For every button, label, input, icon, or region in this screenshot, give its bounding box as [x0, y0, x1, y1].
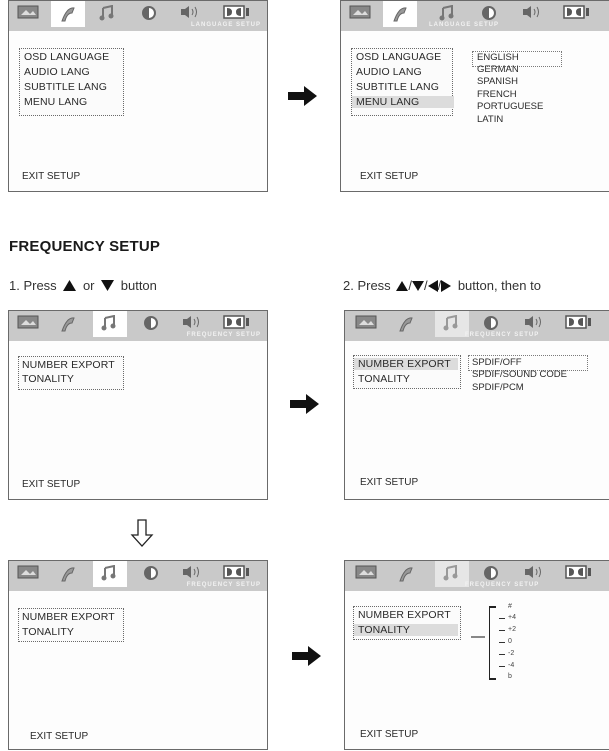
menu-item-osd-language[interactable]: OSD LANGUAGE: [356, 51, 442, 63]
music-icon[interactable]: [101, 315, 117, 331]
circle-icon[interactable]: [141, 5, 157, 21]
circle-icon[interactable]: [481, 5, 497, 21]
exit-setup[interactable]: EXIT SETUP: [30, 731, 89, 742]
dolby-icon[interactable]: [223, 315, 251, 329]
language-icon[interactable]: [59, 315, 77, 333]
circle-icon[interactable]: [143, 315, 159, 331]
up-triangle-icon: [63, 280, 76, 291]
menu-item-audio-lang[interactable]: AUDIO LANG: [356, 66, 422, 78]
exit-setup[interactable]: EXIT SETUP: [360, 729, 419, 740]
menu-item-tonality[interactable]: TONALITY: [354, 624, 458, 636]
music-icon[interactable]: [99, 5, 115, 21]
dolby-icon[interactable]: [223, 5, 251, 19]
menu-item-number-export[interactable]: NUMBER EXPORT: [354, 358, 458, 370]
right-triangle-icon: [441, 280, 451, 292]
exit-setup[interactable]: EXIT SETUP: [22, 171, 81, 182]
menu-title: FREQUENCY SETUP: [186, 332, 261, 338]
circle-icon[interactable]: [483, 315, 499, 331]
menu-title: LANGUAGE SETUP: [190, 22, 261, 28]
instruction-1: [9, 278, 157, 293]
music-icon[interactable]: [101, 565, 117, 581]
menu-item-number-export[interactable]: NUMBER EXPORT: [358, 609, 451, 621]
menu-item-osd-language[interactable]: OSD LANGUAGE: [24, 51, 110, 63]
instruction-text: or: [82, 278, 95, 293]
menu-tab-bar: [345, 561, 609, 591]
menu-tab-bar: [341, 1, 609, 31]
frequency-menu-screen-right: [344, 310, 609, 500]
menu-item-tonality[interactable]: TONALITY: [358, 373, 410, 385]
language-icon[interactable]: [59, 5, 77, 23]
exit-setup[interactable]: EXIT SETUP: [360, 171, 419, 182]
circle-icon[interactable]: [483, 565, 499, 581]
screen-icon[interactable]: [355, 565, 377, 579]
instruction-text: button: [120, 278, 157, 293]
scale-tick: [489, 678, 496, 680]
language-option[interactable]: GERMAN: [477, 64, 519, 75]
music-icon[interactable]: [439, 5, 455, 21]
tonality-selector-dash: [471, 636, 485, 638]
music-icon[interactable]: [443, 565, 459, 581]
instruction-separator: /: [437, 278, 442, 293]
scale-tick: [489, 606, 496, 608]
instruction-separator: /: [408, 278, 412, 293]
menu-title: LANGUAGE SETUP: [429, 22, 500, 28]
circle-icon[interactable]: [143, 565, 159, 581]
instruction-text: button, then to: [457, 278, 541, 293]
dolby-icon[interactable]: [565, 315, 593, 329]
instruction-2: [343, 278, 541, 293]
left-triangle-icon: [428, 280, 438, 292]
music-icon[interactable]: [443, 315, 459, 331]
spdif-option[interactable]: SPDIF/OFF: [472, 357, 522, 368]
down-triangle-icon: [101, 280, 114, 291]
dolby-icon[interactable]: [563, 5, 591, 19]
menu-tab-bar: [9, 311, 267, 341]
instruction-separator: /: [423, 278, 428, 293]
language-icon[interactable]: [397, 315, 415, 333]
down-triangle-icon: [412, 281, 424, 291]
spdif-option[interactable]: SPDIF/SOUND CODE: [472, 369, 568, 380]
dolby-icon[interactable]: [565, 565, 593, 579]
scale-bracket: [489, 606, 490, 678]
speaker-icon[interactable]: [181, 565, 201, 579]
scale-label[interactable]: b: [508, 673, 512, 680]
language-option[interactable]: PORTUGUESE: [477, 101, 544, 112]
language-icon[interactable]: [397, 565, 415, 583]
scale-tick: [499, 666, 505, 667]
language-option[interactable]: ENGLISH: [477, 52, 519, 63]
menu-tab-bar: [9, 561, 267, 591]
arrow-down-icon: [130, 519, 154, 547]
exit-setup[interactable]: EXIT SETUP: [360, 477, 419, 488]
scale-label[interactable]: 0: [508, 638, 512, 645]
language-option[interactable]: LATIN: [477, 114, 504, 125]
scale-tick: [499, 630, 505, 631]
language-icon[interactable]: [391, 5, 409, 23]
exit-setup[interactable]: EXIT SETUP: [22, 479, 81, 490]
scale-tick: [499, 618, 505, 619]
menu-item-tonality[interactable]: TONALITY: [22, 373, 74, 385]
language-option[interactable]: SPANISH: [477, 76, 519, 87]
dolby-icon[interactable]: [223, 565, 251, 579]
scale-label[interactable]: +2: [508, 626, 516, 633]
screen-icon[interactable]: [17, 315, 39, 329]
menu-item-tonality[interactable]: TONALITY: [22, 626, 74, 638]
menu-item-menu-lang[interactable]: MENU LANG: [24, 96, 88, 108]
scale-label[interactable]: -4: [508, 662, 515, 669]
menu-title: FREQUENCY SETUP: [465, 582, 540, 588]
speaker-icon[interactable]: [181, 315, 201, 329]
tonality-menu-screen-left: [8, 560, 268, 750]
menu-item-number-export[interactable]: NUMBER EXPORT: [22, 359, 115, 371]
arrow-right-icon: [292, 646, 322, 666]
menu-title: FREQUENCY SETUP: [465, 332, 540, 338]
screen-icon[interactable]: [349, 5, 371, 19]
language-menu-screen-right: [340, 0, 609, 192]
speaker-icon[interactable]: [523, 315, 543, 329]
arrow-right-icon: [290, 394, 320, 414]
scale-tick: [499, 654, 505, 655]
menu-item-audio-lang[interactable]: AUDIO LANG: [24, 66, 90, 78]
instruction-text: 2. Press: [343, 278, 391, 293]
tonality-menu-screen-right: [344, 560, 609, 750]
screen-icon[interactable]: [355, 315, 377, 329]
menu-item-subtitle-lang[interactable]: SUBTITLE LANG: [356, 81, 439, 93]
menu-item-subtitle-lang[interactable]: SUBTITLE LANG: [24, 81, 107, 93]
scale-label[interactable]: -2: [508, 650, 515, 657]
language-menu-screen-left: [8, 0, 268, 192]
tonality-scale: [489, 603, 529, 683]
section-heading: FREQUENCY SETUP: [9, 238, 161, 255]
speaker-icon[interactable]: [521, 5, 541, 19]
screen-icon[interactable]: [17, 5, 39, 19]
language-icon[interactable]: [59, 565, 77, 583]
language-option[interactable]: FRENCH: [477, 89, 517, 100]
instruction-text: 1. Press: [9, 278, 57, 293]
scale-tick: [499, 642, 505, 643]
speaker-icon[interactable]: [523, 565, 543, 579]
menu-item-menu-lang[interactable]: MENU LANG: [352, 96, 454, 108]
scale-label[interactable]: +4: [508, 614, 516, 621]
scale-label[interactable]: #: [508, 603, 512, 610]
menu-item-number-export[interactable]: NUMBER EXPORT: [22, 611, 115, 623]
menu-tab-bar: [345, 311, 609, 341]
menu-tab-bar: [9, 1, 267, 31]
spdif-option[interactable]: SPDIF/PCM: [472, 382, 524, 393]
screen-icon[interactable]: [17, 565, 39, 579]
frequency-menu-screen-left: [8, 310, 268, 500]
up-triangle-icon: [396, 281, 408, 291]
speaker-icon[interactable]: [179, 5, 199, 19]
menu-title: FREQUENCY SETUP: [186, 582, 261, 588]
arrow-right-icon: [288, 86, 318, 106]
